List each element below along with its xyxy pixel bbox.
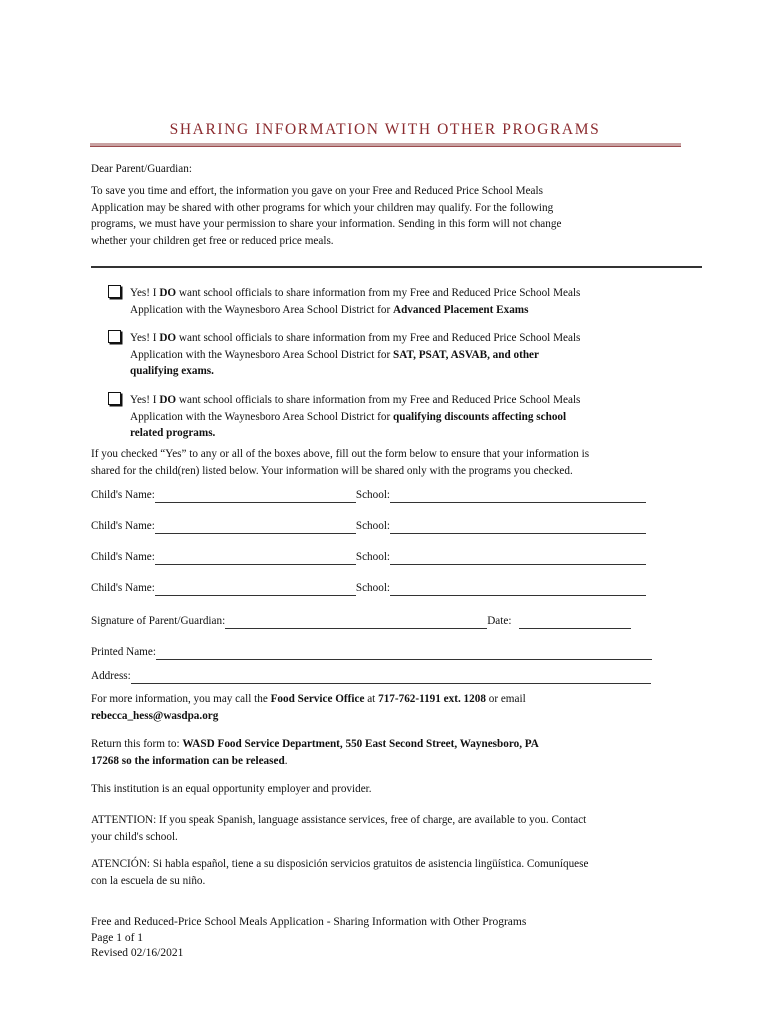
attention-line: ATTENTION: If you speak Spanish, language assistance services, free of charge, are available to you. Contact xyxy=(91,814,587,826)
equal-opportunity-statement: This institution is an equal opportunity employer and provider. xyxy=(91,783,372,795)
school-field[interactable] xyxy=(390,491,646,503)
contact-phone: 717-762-1191 ext. 1208 xyxy=(378,693,486,705)
date-label: Date: xyxy=(487,615,512,627)
address-row xyxy=(91,668,651,684)
return-address-cont: 17268 so the information can be released xyxy=(91,754,285,767)
atencion-line: ATENCIÓN: Si habla español, tiene a su disposición servicios gratuitos de asistencia lingüística. Comuníquese xyxy=(91,858,589,870)
consent-do: DO xyxy=(159,287,177,299)
school-label: School: xyxy=(355,582,391,594)
school-field[interactable] xyxy=(390,584,646,596)
return-label: Return this form to: xyxy=(91,738,183,750)
checkbox-sat-exams[interactable] xyxy=(108,330,121,343)
footer-revision: Revised 02/16/2021 xyxy=(91,947,184,959)
printed-name-field[interactable] xyxy=(156,648,652,660)
school-field[interactable] xyxy=(390,553,646,565)
child-row xyxy=(91,518,646,534)
page-footer xyxy=(91,915,526,962)
contact-paragraph xyxy=(91,691,681,724)
consent-line2: Application with the Waynesboro Area School District for xyxy=(130,303,393,316)
instructions-paragraph xyxy=(91,446,681,479)
intro-line: To save you time and effort, the information you gave on your Free and Reduced Price School Meals xyxy=(91,185,543,197)
atencion-line: con la escuela de su niño. xyxy=(91,874,206,887)
printed-name-row xyxy=(91,644,652,660)
consent-prefix: Yes! I xyxy=(130,394,160,406)
printed-name-label: Printed Name: xyxy=(91,646,156,658)
consent-prefix: Yes! I xyxy=(130,287,160,299)
consent-prefix: Yes! I xyxy=(130,332,160,344)
child-name-field[interactable] xyxy=(155,584,356,596)
consent-line1: want school officials to share information from my Free and Reduced Price School Meals xyxy=(176,332,581,344)
checkbox-discounts[interactable] xyxy=(108,392,121,405)
return-end: . xyxy=(284,754,288,767)
child-name-field[interactable] xyxy=(155,522,356,534)
consent-line1: want school officials to share information from my Free and Reduced Price School Meals xyxy=(176,394,581,406)
child-name-label: Child's Name: xyxy=(91,551,155,563)
school-label: School: xyxy=(355,489,391,501)
section-divider xyxy=(91,266,702,268)
attention-line: your child's school. xyxy=(91,830,178,843)
instructions-line: If you checked “Yes” to any or all of the boxes above, fill out the form below to ensure that your information is xyxy=(91,448,590,460)
child-row xyxy=(91,580,646,596)
address-field[interactable] xyxy=(131,672,651,684)
intro-line: programs, we must have your permission to share your information. Sending in this form will not change xyxy=(91,218,562,230)
consent-program: SAT, PSAT, ASVAB, and other xyxy=(393,348,539,361)
child-name-field[interactable] xyxy=(155,553,356,565)
contact-text: For more information, you may call the xyxy=(91,693,271,705)
consent-line1: want school officials to share information from my Free and Reduced Price School Meals xyxy=(176,287,581,299)
consent-do: DO xyxy=(159,394,177,406)
intro-paragraph xyxy=(91,183,681,249)
salutation: Dear Parent/Guardian: xyxy=(91,163,192,175)
contact-email[interactable]: rebecca_hess@wasdpa.org xyxy=(91,709,219,722)
page-title: SHARING INFORMATION WITH OTHER PROGRAMS xyxy=(169,121,601,138)
school-label: School: xyxy=(355,551,391,563)
signature-label: Signature of Parent/Guardian: xyxy=(91,615,226,627)
consent-program-cont: related programs. xyxy=(130,427,216,439)
child-name-field[interactable] xyxy=(155,491,356,503)
intro-line: whether your children get free or reduced price meals. xyxy=(91,234,334,247)
contact-text: at xyxy=(364,693,379,705)
consent-line2: Application with the Waynesboro Area School District for xyxy=(130,410,393,423)
date-field[interactable] xyxy=(519,617,631,629)
signature-row xyxy=(91,613,631,629)
return-address: WASD Food Service Department, 550 East Second Street, Waynesboro, PA xyxy=(182,738,539,750)
contact-text: or email xyxy=(485,693,526,705)
child-name-label: Child's Name: xyxy=(91,582,155,594)
consent-program: qualifying discounts affecting school xyxy=(393,410,567,423)
child-row xyxy=(91,549,646,565)
child-row xyxy=(91,487,646,503)
consent-text xyxy=(130,330,690,380)
attention-paragraph xyxy=(91,812,681,845)
intro-line: Application may be shared with other programs for which your children may qualify. For the following xyxy=(91,201,554,214)
consent-line2: Application with the Waynesboro Area School District for xyxy=(130,348,393,361)
food-service-office: Food Service Office xyxy=(270,693,365,705)
child-name-label: Child's Name: xyxy=(91,489,155,501)
footer-page-number: Page 1 of 1 xyxy=(91,931,144,944)
consent-text xyxy=(130,392,690,442)
child-name-label: Child's Name: xyxy=(91,520,155,532)
title-underline-inner xyxy=(90,146,681,147)
consent-program-cont: qualifying exams. xyxy=(130,365,214,377)
signature-field[interactable] xyxy=(225,617,487,629)
consent-text xyxy=(130,285,690,318)
atencion-paragraph xyxy=(91,856,681,889)
checkbox-ap-exams[interactable] xyxy=(108,285,121,298)
return-paragraph xyxy=(91,736,681,769)
footer-title: Free and Reduced-Price School Meals Application - Sharing Information with Other Programs xyxy=(91,916,527,928)
school-label: School: xyxy=(355,520,391,532)
consent-program: Advanced Placement Exams xyxy=(393,303,529,316)
address-label: Address: xyxy=(91,670,131,682)
instructions-line: shared for the child(ren) listed below. Your information will be shared only with the programs you checked. xyxy=(91,464,573,477)
consent-do: DO xyxy=(159,332,177,344)
school-field[interactable] xyxy=(390,522,646,534)
